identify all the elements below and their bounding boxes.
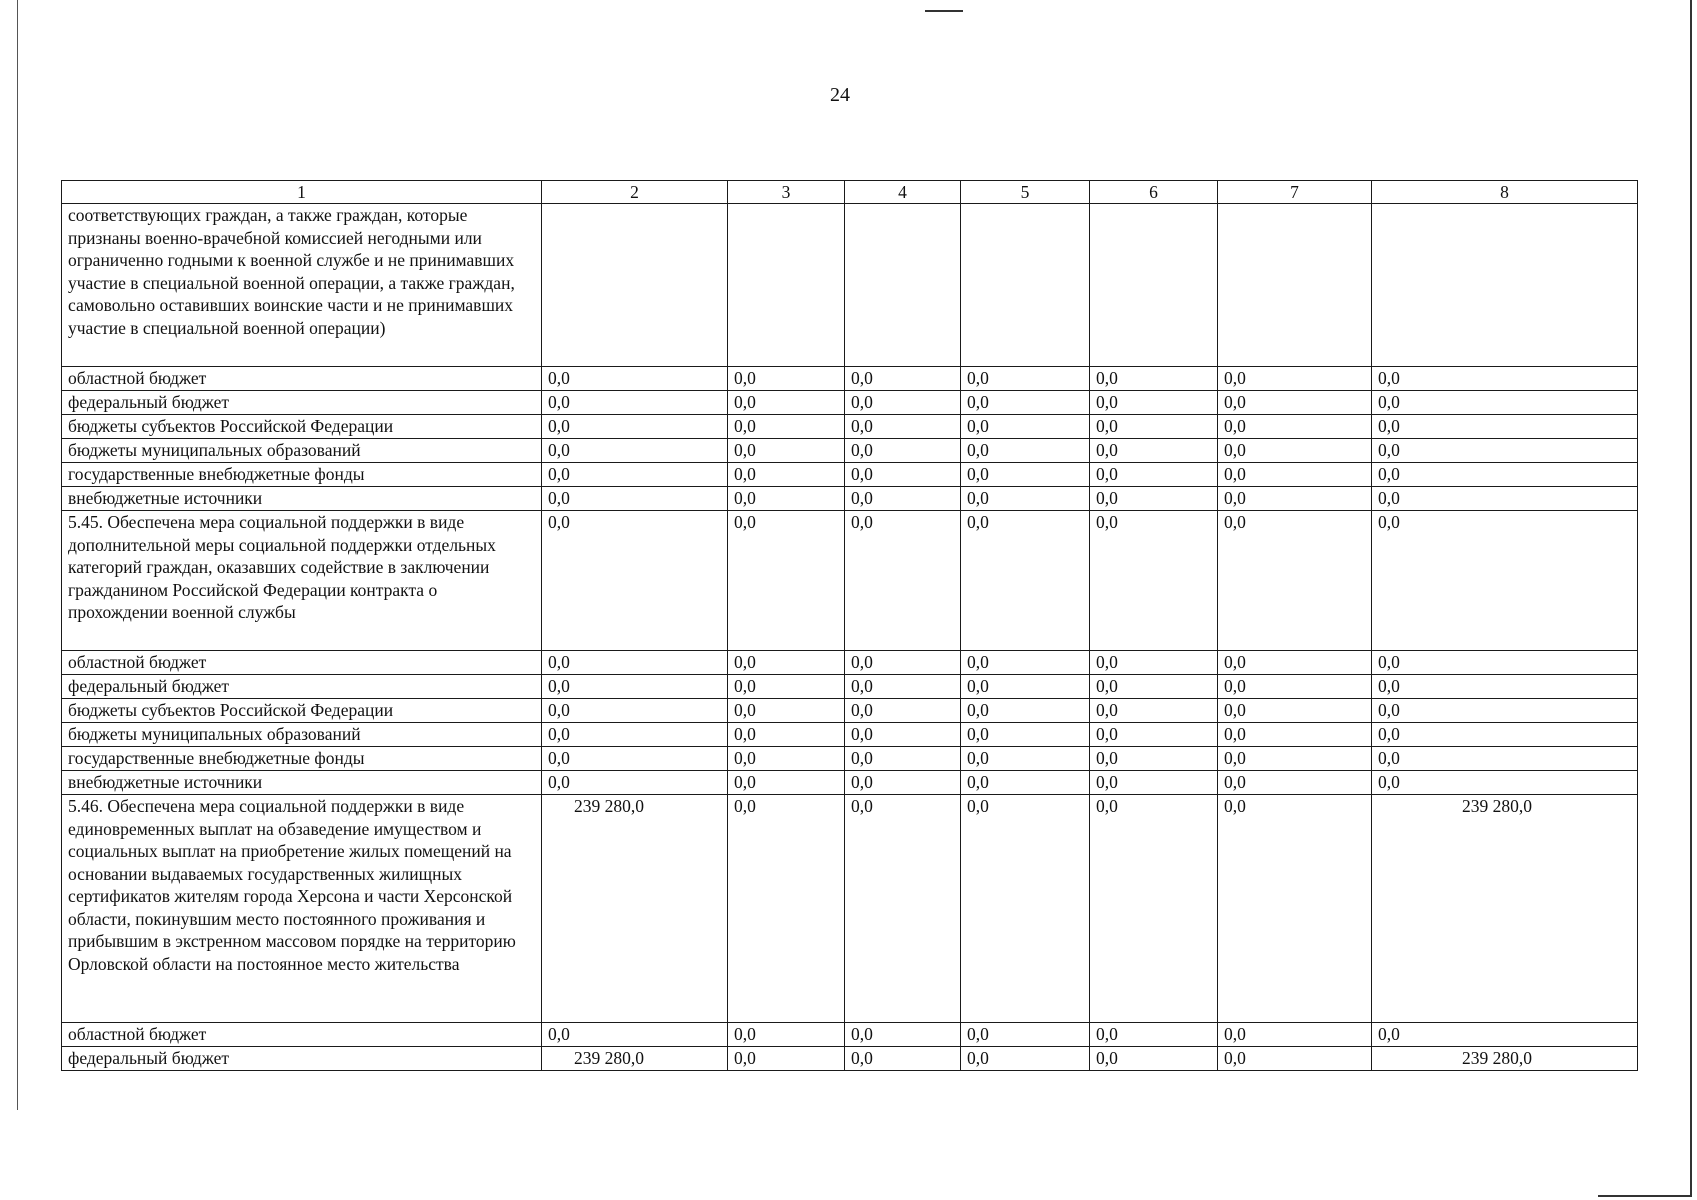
funding-source-label: федеральный бюджет — [62, 675, 542, 699]
value-cell: 0,0 — [542, 511, 728, 651]
value-cell: 0,0 — [1090, 699, 1218, 723]
funding-source-row — [62, 675, 1638, 699]
value-cell: 0,0 — [728, 675, 845, 699]
value-cell: 0,0 — [542, 487, 728, 511]
value-cell: 0,0 — [961, 391, 1090, 415]
value-cell: 0,0 — [1372, 651, 1638, 675]
value-cell: 0,0 — [728, 1023, 845, 1047]
funding-source-label: внебюджетные источники — [62, 771, 542, 795]
value-cell: 0,0 — [1090, 391, 1218, 415]
value-cell: 0,0 — [845, 795, 961, 1023]
value-cell — [542, 204, 728, 367]
value-cell: 0,0 — [542, 675, 728, 699]
value-cell: 0,0 — [845, 487, 961, 511]
value-cell: 0,0 — [1218, 651, 1372, 675]
value-cell: 0,0 — [1372, 391, 1638, 415]
funding-source-row — [62, 415, 1638, 439]
value-cell: 0,0 — [1218, 391, 1372, 415]
funding-source-row — [62, 439, 1638, 463]
page-number: 24 — [830, 84, 850, 106]
value-cell: 0,0 — [542, 747, 728, 771]
value-cell: 0,0 — [1372, 675, 1638, 699]
column-number: 2 — [542, 181, 728, 204]
value-cell: 0,0 — [728, 391, 845, 415]
value-cell: 0,0 — [961, 795, 1090, 1023]
value-cell: 0,0 — [1090, 747, 1218, 771]
value-cell: 0,0 — [542, 463, 728, 487]
value-cell: 0,0 — [728, 415, 845, 439]
value-cell: 0,0 — [728, 747, 845, 771]
funding-source-label: государственные внебюджетные фонды — [62, 463, 542, 487]
value-cell: 0,0 — [728, 1047, 845, 1071]
column-number: 4 — [845, 181, 961, 204]
funding-source-label: государственные внебюджетные фонды — [62, 747, 542, 771]
value-cell: 0,0 — [961, 1023, 1090, 1047]
value-cell: 0,0 — [1218, 439, 1372, 463]
measure-row — [62, 795, 1638, 1023]
value-cell: 0,0 — [728, 699, 845, 723]
value-cell — [1218, 204, 1372, 367]
value-cell: 0,0 — [961, 439, 1090, 463]
value-cell: 0,0 — [961, 367, 1090, 391]
value-cell — [728, 204, 845, 367]
funding-source-label: федеральный бюджет — [62, 391, 542, 415]
value-cell: 0,0 — [961, 747, 1090, 771]
value-cell: 0,0 — [1090, 463, 1218, 487]
value-cell: 239 280,0 — [542, 1047, 728, 1071]
funding-source-row — [62, 747, 1638, 771]
value-cell: 0,0 — [1090, 723, 1218, 747]
column-number: 6 — [1090, 181, 1218, 204]
value-cell: 0,0 — [728, 795, 845, 1023]
column-number: 8 — [1372, 181, 1638, 204]
value-cell: 0,0 — [1218, 415, 1372, 439]
value-cell: 0,0 — [1218, 795, 1372, 1023]
value-cell — [1372, 204, 1638, 367]
value-cell: 0,0 — [728, 771, 845, 795]
value-cell: 0,0 — [845, 699, 961, 723]
value-cell: 0,0 — [961, 699, 1090, 723]
column-number-row — [62, 181, 1638, 204]
funding-source-label: бюджеты субъектов Российской Федерации — [62, 415, 542, 439]
funding-source-label: областной бюджет — [62, 1023, 542, 1047]
funding-source-label: внебюджетные источники — [62, 487, 542, 511]
value-cell: 239 280,0 — [542, 795, 728, 1023]
value-cell: 0,0 — [961, 415, 1090, 439]
top-scan-mark — [925, 10, 963, 12]
column-number: 7 — [1218, 181, 1372, 204]
scan-edge-bottom — [1598, 1195, 1692, 1197]
value-cell: 0,0 — [961, 487, 1090, 511]
value-cell: 0,0 — [728, 723, 845, 747]
value-cell: 0,0 — [845, 651, 961, 675]
value-cell — [961, 204, 1090, 367]
value-cell: 0,0 — [1218, 747, 1372, 771]
value-cell: 0,0 — [1090, 795, 1218, 1023]
funding-source-row — [62, 1023, 1638, 1047]
funding-source-label: бюджеты муниципальных образований — [62, 439, 542, 463]
value-cell: 239 280,0 — [1372, 795, 1638, 1023]
value-cell: 0,0 — [1090, 651, 1218, 675]
value-cell: 0,0 — [1218, 1047, 1372, 1071]
value-cell: 0,0 — [845, 771, 961, 795]
scan-edge-left — [17, 0, 18, 1110]
value-cell: 0,0 — [845, 1023, 961, 1047]
value-cell: 0,0 — [961, 771, 1090, 795]
value-cell: 0,0 — [845, 367, 961, 391]
value-cell: 0,0 — [1218, 487, 1372, 511]
value-cell: 0,0 — [1218, 723, 1372, 747]
column-number: 5 — [961, 181, 1090, 204]
value-cell: 0,0 — [1372, 723, 1638, 747]
value-cell: 0,0 — [542, 439, 728, 463]
funding-source-row — [62, 699, 1638, 723]
column-number: 3 — [728, 181, 845, 204]
funding-source-row — [62, 771, 1638, 795]
budget-table — [61, 180, 1638, 1071]
value-cell: 0,0 — [728, 463, 845, 487]
value-cell: 0,0 — [1218, 699, 1372, 723]
funding-source-label: областной бюджет — [62, 367, 542, 391]
measure-description: 5.46. Обеспечена мера социальной поддержки в виде единовременных выплат на обзаведение имуществом и социальных выплат на приобретение жилых помещений на основании выдаваемых государственных жилищных сертификатов жителям города Херсона и части Херсонской области, покинувшим место постоянного проживания и прибывшим в экстренном массовом порядке на территорию Орловской области на постоянное место жительства — [62, 795, 542, 1023]
value-cell: 0,0 — [961, 463, 1090, 487]
funding-source-row — [62, 723, 1638, 747]
value-cell: 0,0 — [1372, 487, 1638, 511]
value-cell: 0,0 — [1372, 511, 1638, 651]
value-cell: 0,0 — [542, 1023, 728, 1047]
value-cell: 0,0 — [542, 651, 728, 675]
value-cell: 0,0 — [845, 723, 961, 747]
value-cell: 0,0 — [1090, 511, 1218, 651]
funding-source-row — [62, 1047, 1638, 1071]
funding-source-label: бюджеты муниципальных образований — [62, 723, 542, 747]
value-cell: 0,0 — [1372, 439, 1638, 463]
funding-source-row — [62, 391, 1638, 415]
value-cell: 0,0 — [961, 1047, 1090, 1071]
value-cell: 0,0 — [1090, 1047, 1218, 1071]
funding-source-label: федеральный бюджет — [62, 1047, 542, 1071]
value-cell: 0,0 — [961, 723, 1090, 747]
value-cell: 0,0 — [1090, 367, 1218, 391]
value-cell: 0,0 — [542, 367, 728, 391]
value-cell: 0,0 — [1372, 699, 1638, 723]
value-cell: 0,0 — [1218, 511, 1372, 651]
measure-row — [62, 511, 1638, 651]
value-cell: 0,0 — [845, 747, 961, 771]
value-cell: 0,0 — [845, 415, 961, 439]
value-cell: 0,0 — [845, 391, 961, 415]
funding-source-row — [62, 651, 1638, 675]
value-cell: 0,0 — [845, 511, 961, 651]
funding-source-label: бюджеты субъектов Российской Федерации — [62, 699, 542, 723]
value-cell: 0,0 — [1090, 439, 1218, 463]
value-cell: 0,0 — [542, 699, 728, 723]
value-cell — [1090, 204, 1218, 367]
scan-edge-right — [1690, 0, 1692, 1195]
value-cell: 0,0 — [1218, 463, 1372, 487]
value-cell: 0,0 — [542, 415, 728, 439]
funding-source-row — [62, 463, 1638, 487]
value-cell: 0,0 — [845, 439, 961, 463]
value-cell: 0,0 — [1372, 367, 1638, 391]
value-cell: 0,0 — [845, 463, 961, 487]
value-cell: 0,0 — [1218, 675, 1372, 699]
value-cell: 0,0 — [1090, 675, 1218, 699]
value-cell: 0,0 — [728, 439, 845, 463]
measure-description: 5.45. Обеспечена мера социальной поддержки в виде дополнительной меры социальной поддержки отдельных категорий граждан, оказавших содействие в заключении гражданином Российской Федерации контракта о прохождении военной службы — [62, 511, 542, 651]
table-body — [62, 204, 1638, 1071]
value-cell: 0,0 — [1218, 367, 1372, 391]
value-cell: 0,0 — [1090, 771, 1218, 795]
value-cell: 0,0 — [728, 651, 845, 675]
value-cell: 0,0 — [1372, 415, 1638, 439]
value-cell — [845, 204, 961, 367]
value-cell: 0,0 — [1372, 463, 1638, 487]
value-cell: 0,0 — [1090, 487, 1218, 511]
value-cell: 0,0 — [1218, 771, 1372, 795]
value-cell: 0,0 — [1090, 415, 1218, 439]
funding-source-row — [62, 367, 1638, 391]
value-cell: 0,0 — [728, 487, 845, 511]
value-cell: 0,0 — [961, 511, 1090, 651]
value-cell: 0,0 — [728, 511, 845, 651]
value-cell: 0,0 — [1372, 771, 1638, 795]
measure-description: соответствующих граждан, а также граждан, которые признаны военно-врачебной комиссией негодными или ограниченно годными к военной службе и не принимавших участие в специальной военной операции, а также граждан, самовольно оставивших воинские части и не принимавших участие в специальной военной операции) — [62, 204, 542, 367]
value-cell: 0,0 — [961, 651, 1090, 675]
funding-source-row — [62, 487, 1638, 511]
value-cell: 0,0 — [1372, 747, 1638, 771]
value-cell: 0,0 — [542, 391, 728, 415]
funding-source-label: областной бюджет — [62, 651, 542, 675]
value-cell: 0,0 — [845, 675, 961, 699]
value-cell: 0,0 — [845, 1047, 961, 1071]
column-number: 1 — [62, 181, 542, 204]
value-cell: 0,0 — [961, 675, 1090, 699]
value-cell: 239 280,0 — [1372, 1047, 1638, 1071]
value-cell: 0,0 — [542, 723, 728, 747]
value-cell: 0,0 — [1090, 1023, 1218, 1047]
value-cell: 0,0 — [1372, 1023, 1638, 1047]
value-cell: 0,0 — [728, 367, 845, 391]
measure-row — [62, 204, 1638, 367]
value-cell: 0,0 — [542, 771, 728, 795]
value-cell: 0,0 — [1218, 1023, 1372, 1047]
